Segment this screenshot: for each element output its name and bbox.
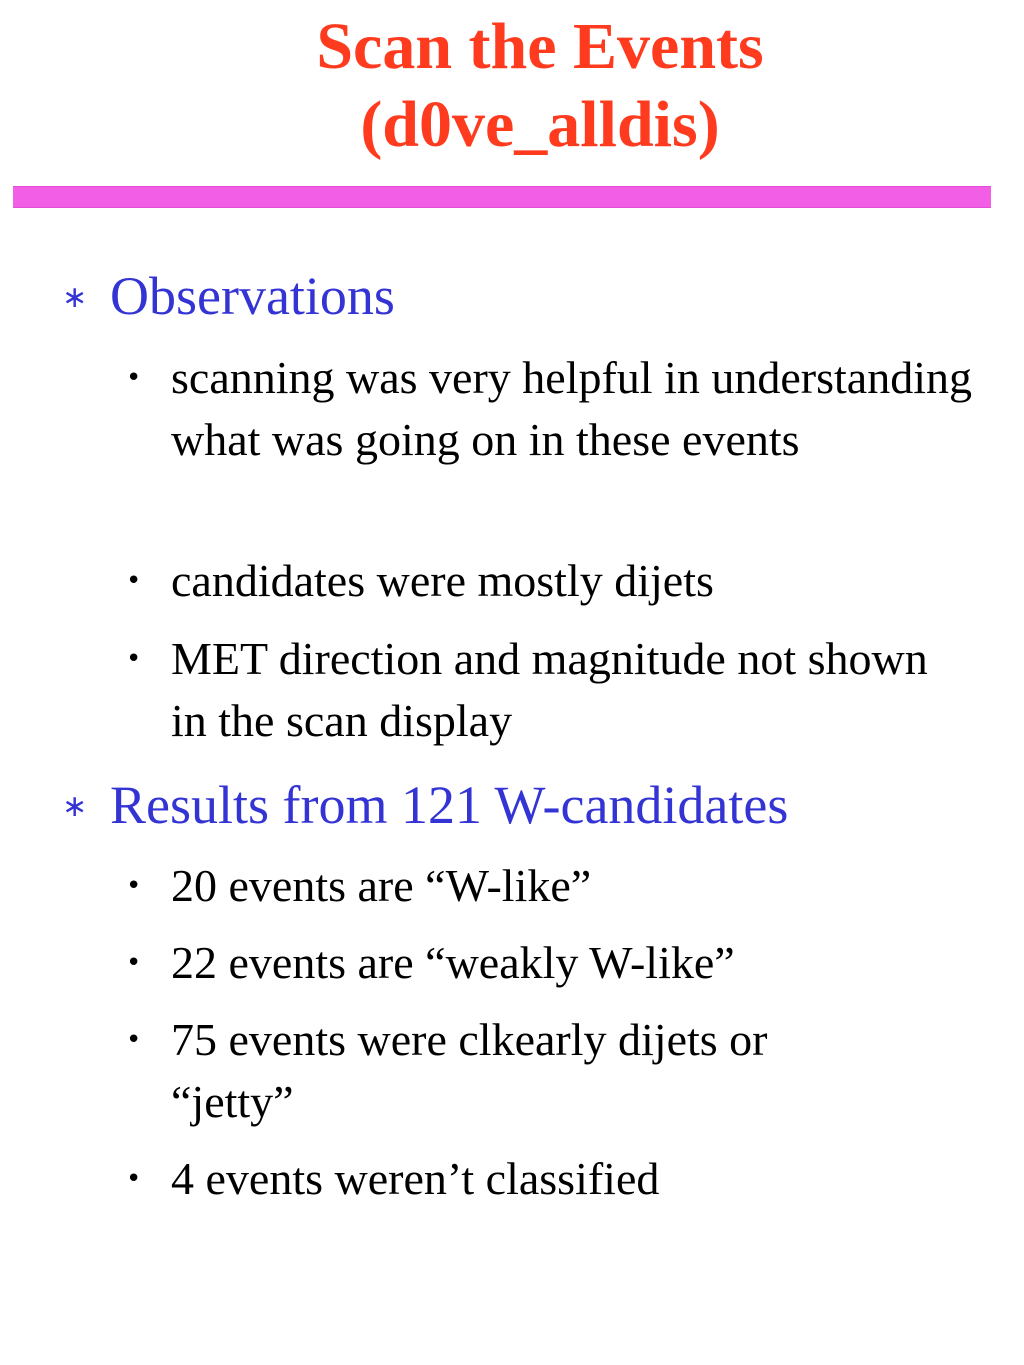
- list-item-text: 20 events are “W-like”: [171, 860, 592, 911]
- list-item: [0, 628, 1024, 752]
- list-item: [0, 347, 1024, 533]
- list-item: [0, 932, 1024, 994]
- list-item-text: MET direction and magnitude not shown in the scan display: [171, 633, 928, 746]
- bullet-dot-icon: •: [126, 363, 142, 393]
- bullet-dot-icon: •: [126, 871, 142, 901]
- title-divider: [13, 186, 991, 208]
- bullet-dot-icon: •: [126, 566, 142, 596]
- bullet-dot-icon: •: [126, 948, 142, 978]
- asterisk-bullet-icon: ∗: [62, 280, 88, 315]
- list-item-text: 22 events are “weakly W-like”: [171, 937, 735, 988]
- section-heading: Results from 121 W-candidates: [110, 775, 789, 835]
- bullet-dot-icon: •: [126, 644, 142, 674]
- list-item-text: 4 events weren’t classified: [171, 1153, 660, 1204]
- list-item: [0, 1148, 1024, 1210]
- title-line-2: (d0ve_alldis): [360, 88, 720, 161]
- slide-title: [0, 8, 1024, 164]
- bullet-dot-icon: •: [126, 1164, 142, 1194]
- list-item: [0, 855, 1024, 917]
- list-item-text: scanning was very helpful in understanding what was going on in these events: [171, 352, 972, 465]
- bullet-dot-icon: •: [126, 1025, 142, 1055]
- list-item: [0, 550, 1024, 612]
- list-item-text: 75 events were clkearly dijets or “jetty”: [171, 1014, 768, 1127]
- list-item-text: candidates were mostly dijets: [171, 555, 714, 606]
- section-heading: Observations: [110, 266, 395, 326]
- list-item: [0, 1009, 1024, 1133]
- title-line-1: Scan the Events: [316, 10, 764, 83]
- asterisk-bullet-icon: ∗: [62, 789, 88, 824]
